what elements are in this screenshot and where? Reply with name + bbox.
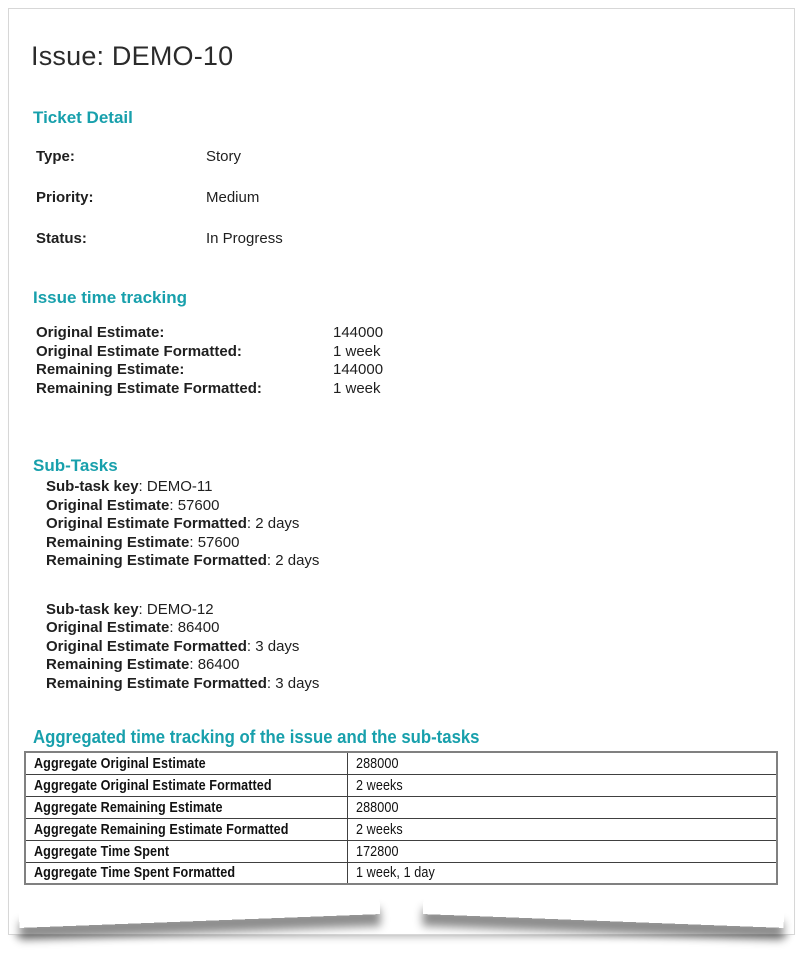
field-value: 86400 [177, 619, 220, 636]
page-title: Issue: DEMO-10 [31, 41, 234, 71]
ticket-detail-rows [36, 148, 794, 248]
aggregated-heading-text: Aggregated time tracking of the issue and the sub-tasks [33, 727, 480, 747]
separator: : [189, 533, 198, 551]
table-row [25, 840, 777, 862]
separator: : [138, 478, 147, 495]
tracking-row [36, 380, 794, 399]
table-cell-value: 1 week, 1 day [355, 864, 435, 882]
field-label: Original Estimate Formatted: [36, 342, 242, 360]
field-value: 3 days [275, 674, 320, 692]
field-value: 57600 [197, 533, 240, 551]
sub-task-line [46, 497, 794, 516]
field-label: Original Estimate [46, 619, 170, 636]
field-label: Priority: [36, 189, 94, 206]
table-row [25, 796, 777, 818]
table-row [25, 774, 777, 796]
aggregated-heading [33, 727, 794, 748]
sub-task-line [46, 638, 794, 657]
sub-task-line [46, 619, 794, 638]
issue-time-tracking-heading: Issue time tracking [33, 288, 188, 307]
separator: : [169, 496, 178, 514]
ticket-detail-row-status [36, 230, 794, 248]
field-value: 144000 [333, 361, 384, 378]
ticket-detail-section [9, 108, 794, 248]
issue-time-tracking-rows [36, 324, 794, 398]
field-value: 1 week [333, 342, 381, 360]
issue-time-tracking-section [9, 288, 794, 398]
table-cell-label: Aggregate Time Spent [34, 842, 170, 860]
sub-task-line [46, 478, 794, 497]
table-cell-value: 288000 [355, 754, 399, 772]
field-label: Original Estimate Formatted [46, 637, 247, 655]
sub-task-line [46, 534, 794, 553]
table-cell-value: 288000 [355, 798, 399, 816]
field-label: Remaining Estimate Formatted [46, 552, 267, 569]
separator: : [266, 674, 276, 692]
sub-tasks-heading: Sub-Tasks [33, 456, 118, 475]
table-row [25, 862, 777, 884]
field-value: DEMO-11 [146, 478, 213, 495]
aggregated-table [24, 751, 778, 885]
sub-task-line [46, 552, 794, 571]
field-label: Original Estimate [46, 496, 170, 514]
field-value: 1 week [333, 379, 381, 397]
field-label: Status: [36, 230, 87, 247]
field-label: Remaining Estimate: [36, 361, 185, 378]
separator: : [189, 656, 198, 673]
aggregated-section [9, 727, 794, 885]
table-cell-value: 2 weeks [355, 776, 403, 794]
field-label: Remaining Estimate [46, 533, 190, 551]
sub-task-line [46, 601, 794, 620]
field-label: Sub-task key [46, 600, 139, 618]
field-label: Type: [36, 148, 75, 165]
field-value: In Progress [206, 230, 283, 247]
table-cell-label: Aggregate Original Estimate [34, 754, 206, 772]
field-value: Medium [206, 189, 260, 206]
separator: : [266, 552, 276, 569]
table-cell-label: Aggregate Original Estimate Formatted [34, 776, 272, 794]
field-value: 2 days [255, 515, 300, 532]
field-label: Remaining Estimate [46, 656, 190, 673]
sub-task-line [46, 675, 794, 694]
table-cell-label: Aggregate Time Spent Formatted [34, 864, 236, 882]
table-cell-label: Aggregate Remaining Estimate [34, 798, 223, 816]
ticket-detail-row-priority [36, 189, 794, 207]
table-cell-value: 172800 [355, 842, 399, 860]
field-label: Remaining Estimate Formatted [46, 674, 267, 692]
field-value: 144000 [333, 324, 384, 341]
field-value: 3 days [255, 637, 300, 655]
field-value: 86400 [197, 656, 240, 673]
field-label: Original Estimate: [36, 324, 165, 341]
field-value: 57600 [177, 496, 220, 514]
ticket-detail-row-type [36, 148, 794, 166]
sub-task-block-demo-12 [46, 601, 794, 694]
field-label: Original Estimate Formatted [46, 515, 247, 532]
tracking-row [36, 324, 794, 343]
table-cell-label: Aggregate Remaining Estimate Formatted [34, 820, 289, 838]
separator: : [246, 637, 256, 655]
field-value: 2 days [275, 552, 320, 569]
separator: : [246, 515, 256, 532]
sub-task-line [46, 515, 794, 534]
table-row [25, 818, 777, 840]
sub-tasks-section [9, 456, 794, 693]
separator: : [138, 600, 147, 618]
tracking-row [36, 361, 794, 380]
tracking-row [36, 343, 794, 362]
sub-task-block-demo-11 [46, 478, 794, 571]
field-label: Remaining Estimate Formatted: [36, 379, 262, 397]
field-value: Story [206, 148, 242, 165]
separator: : [169, 619, 178, 636]
table-cell-value: 2 weeks [355, 820, 403, 838]
ticket-detail-heading: Ticket Detail [33, 108, 133, 127]
field-label: Sub-task key [46, 478, 139, 495]
field-value: DEMO-12 [146, 600, 214, 618]
document-page [8, 8, 795, 935]
sub-task-line [46, 656, 794, 675]
table-row [25, 752, 777, 774]
